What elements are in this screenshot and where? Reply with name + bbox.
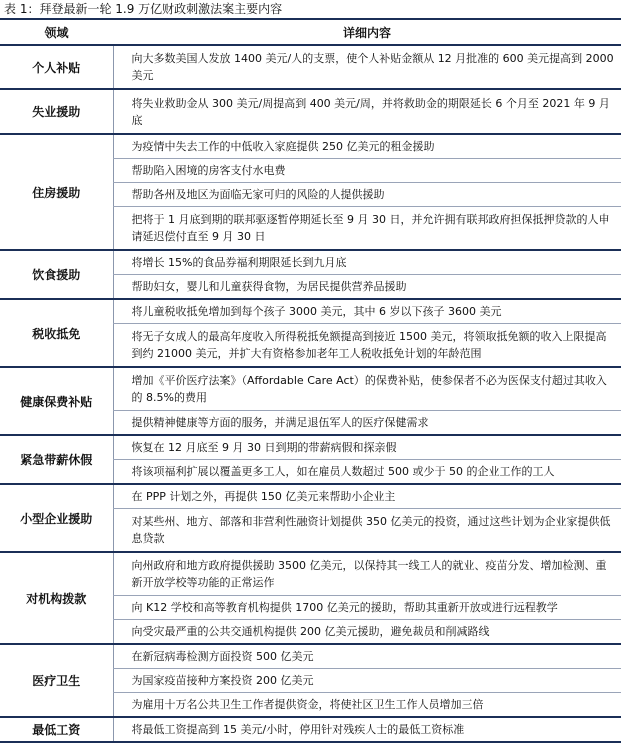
domain-cell: 紧急带薪休假: [0, 435, 113, 484]
table-header-row: [0, 19, 621, 45]
detail-cell: 恢复在 12 月底至 9 月 30 日到期的带薪病假和探亲假: [113, 435, 621, 460]
detail-cell: 将增长 15%的食品券福利期限延长到九月底: [113, 250, 621, 275]
detail-cell: 向受灾最严重的公共交通机构提供 200 亿美元援助，避免裁员和削减路线: [113, 620, 621, 645]
header-detail: 详细内容: [113, 19, 621, 45]
detail-cell: 在 PPP 计划之外，再提供 150 亿美元来帮助小企业主: [113, 484, 621, 509]
table-caption: 表 1：拜登最新一轮 1.9 万亿财政刺激法案主要内容: [4, 2, 283, 16]
table-row: [0, 250, 621, 275]
detail-cell: 向州政府和地方政府提供援助 3500 亿美元，以保持其一线工人的就业、疫苗分发、增加检测、重新开放学校等功能的正常运作: [113, 552, 621, 596]
domain-cell: 税收抵免: [0, 299, 113, 367]
domain-cell: 最低工资: [0, 717, 113, 742]
table-row: [0, 717, 621, 742]
detail-cell: 向大多数美国人发放 1400 美元/人的支票，使个人补贴金额从 12 月批准的 600 美元提高到 2000 美元: [113, 45, 621, 89]
detail-cell: 把将于 1 月底到期的联邦驱逐暂停期延长至 9 月 30 日，并允许拥有联邦政府担保抵押贷款的人申请延迟偿付直至 9 月 30 日: [113, 207, 621, 251]
detail-cell: 帮助各州及地区为面临无家可归的风险的人提供援助: [113, 183, 621, 207]
detail-cell: 增加《平价医疗法案》（Affordable Care Act）的保费补贴，使参保者不必为医保支付超过其收入的 8.5%的费用: [113, 367, 621, 411]
detail-cell: 向 K12 学校和高等教育机构提供 1700 亿美元的援助，帮助其重新开放或进行远程教学: [113, 596, 621, 620]
domain-cell: 对机构拨款: [0, 552, 113, 644]
detail-cell: 帮助妇女，婴儿和儿童获得食物，为居民提供营养品援助: [113, 275, 621, 300]
detail-cell: 为疫情中失去工作的中低收入家庭提供 250 亿美元的租金援助: [113, 134, 621, 159]
stimulus-table: [0, 18, 621, 743]
detail-cell: 将失业救助金从 300 美元/周提高到 400 美元/周，并将救助金的期限延长 6 个月至 2021 年 9 月底: [113, 89, 621, 134]
detail-cell: 对某些州、地方、部落和非营利性融资计划提供 350 亿美元的投资，通过这些计划为企业家提供低息贷款: [113, 509, 621, 553]
domain-cell: 健康保费补贴: [0, 367, 113, 435]
table-row: [0, 299, 621, 324]
table-row: [0, 367, 621, 411]
detail-cell: 将最低工资提高到 15 美元/小时，停用针对残疾人士的最低工资标准: [113, 717, 621, 742]
detail-cell: 在新冠病毒检测方面投资 500 亿美元: [113, 644, 621, 669]
detail-cell: 为国家疫苗接种方案投资 200 亿美元: [113, 669, 621, 693]
domain-cell: 医疗卫生: [0, 644, 113, 717]
domain-cell: 失业援助: [0, 89, 113, 134]
detail-cell: 为雇用十万名公共卫生工作者提供资金，将使社区卫生工作人员增加三倍: [113, 693, 621, 718]
table-row: [0, 552, 621, 596]
table-row: [0, 644, 621, 669]
table-row: [0, 484, 621, 509]
domain-cell: 饮食援助: [0, 250, 113, 299]
table-row: [0, 89, 621, 134]
detail-cell: 将儿童税收抵免增加到每个孩子 3000 美元，其中 6 岁以下孩子 3600 美元: [113, 299, 621, 324]
detail-cell: 提供精神健康等方面的服务，并满足退伍军人的医疗保健需求: [113, 411, 621, 436]
table-row: [0, 435, 621, 460]
detail-cell: 帮助陷入困境的房客支付水电费: [113, 159, 621, 183]
domain-cell: 个人补贴: [0, 45, 113, 89]
table-row: [0, 134, 621, 159]
detail-cell: 将该项福利扩展以覆盖更多工人，如在雇员人数超过 500 或少于 50 的企业工作的工人: [113, 460, 621, 485]
detail-cell: 将无子女成人的最高年度收入所得税抵免额提高到接近 1500 美元，将领取抵免额的收入上限提高到约 21000 美元，并扩大有资格参加老年工人税收抵免计划的年龄范围: [113, 324, 621, 368]
table-row: [0, 45, 621, 89]
header-domain: 领域: [0, 19, 113, 45]
domain-cell: 小型企业援助: [0, 484, 113, 552]
domain-cell: 住房援助: [0, 134, 113, 250]
